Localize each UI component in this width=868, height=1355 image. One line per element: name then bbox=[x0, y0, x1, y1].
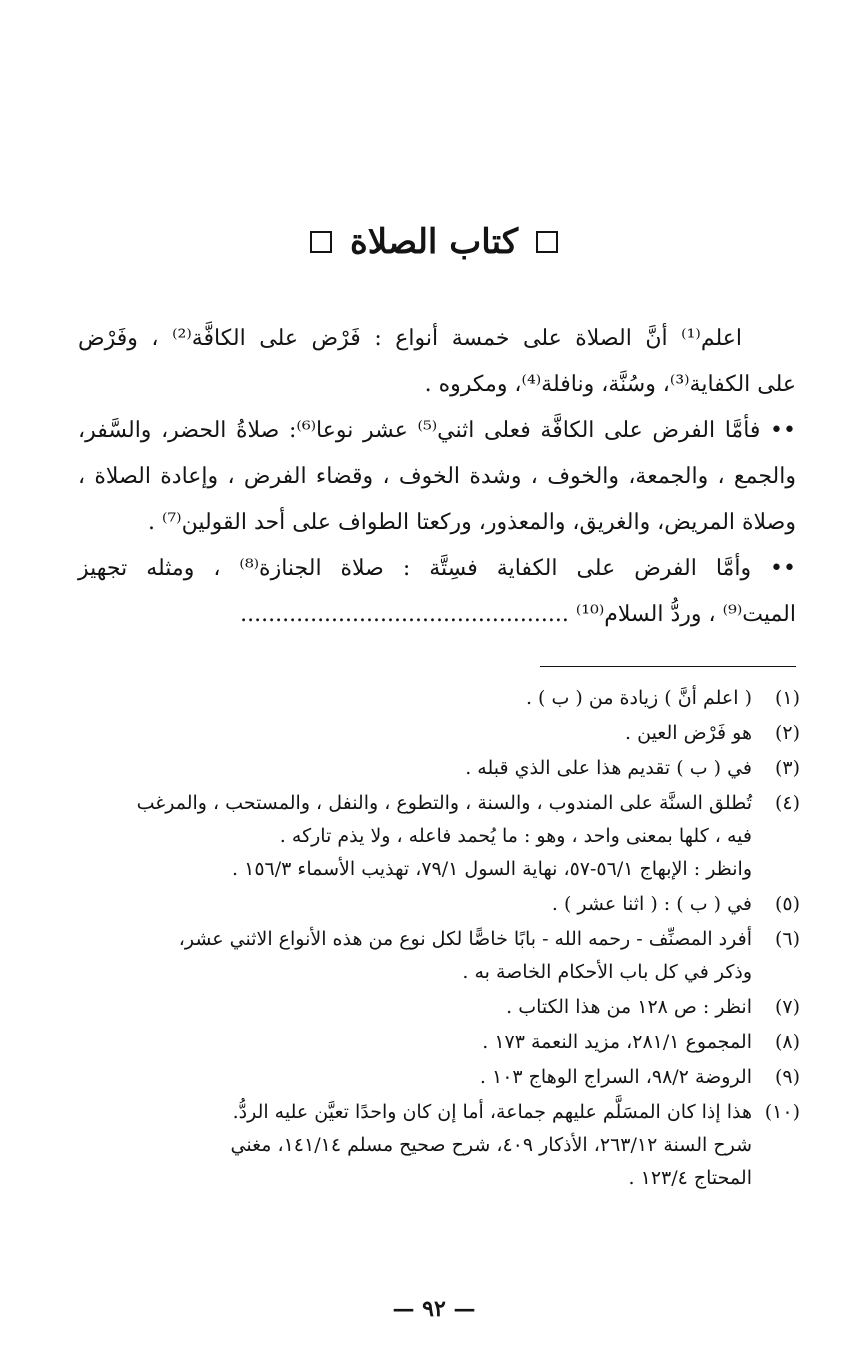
footnote-text: المجموع ٢٨١/١، مزيد النعمة ١٧٣ . bbox=[482, 1031, 752, 1053]
footnote-number: (٢) bbox=[774, 722, 800, 744]
footnote-number: (٤) bbox=[774, 792, 800, 814]
footnote-number: (٩) bbox=[774, 1066, 800, 1088]
footnote-text: وانظر : الإبهاج ٥٦/١-٥٧، نهاية السول ٧٩/١، تهذيب الأسماء ١٥٦/٣ . bbox=[232, 858, 752, 880]
text-line: على الكفاية⁽³⁾، وسُنَّة، ونافلة⁽⁴⁾، ومكروه . bbox=[424, 372, 796, 397]
footnote-text: هذا إذا كان المسَلَّم عليهم جماعة، أما إن كان واحدًا تعيَّن عليه الردُّ. bbox=[232, 1101, 752, 1123]
footnote bbox=[84, 1026, 800, 1059]
footnote bbox=[84, 717, 800, 750]
footnotes bbox=[84, 682, 800, 1197]
footnote bbox=[84, 991, 800, 1024]
square-ornament-icon bbox=[310, 231, 332, 253]
paragraph-individual-obligation bbox=[78, 408, 796, 546]
footnote-number: (٣) bbox=[774, 757, 800, 779]
footnote bbox=[84, 752, 800, 785]
footnote-text: ( اعلم أنَّ ) زيادة من ( ب ) . bbox=[525, 687, 752, 709]
footnote-text: شرح السنة ٢٦٣/١٢، الأذكار ٤٠٩، شرح صحيح مسلم ١٤١/١٤، مغني bbox=[230, 1134, 752, 1156]
footnote-number: (٨) bbox=[774, 1031, 800, 1053]
footnote-divider bbox=[540, 666, 796, 667]
footnote-text: انظر : ص ١٢٨ من هذا الكتاب . bbox=[506, 996, 752, 1018]
footnote bbox=[84, 1096, 800, 1195]
square-ornament-icon bbox=[536, 231, 558, 253]
footnote-number: (١) bbox=[774, 687, 800, 709]
footnote-number: (٧) bbox=[774, 996, 800, 1018]
main-text bbox=[78, 316, 796, 638]
footnote-number: (٦) bbox=[774, 928, 800, 950]
footnote-text: وذكر في كل باب الأحكام الخاصة به . bbox=[462, 961, 752, 983]
text-line: اعلم⁽¹⁾ أنَّ الصلاة على خمسة أنواع : فَرْض على الكافَّة⁽²⁾ ، وفَرْض bbox=[78, 326, 742, 351]
footnote-text: هو فَرْض العين . bbox=[625, 722, 752, 744]
footnote bbox=[84, 888, 800, 921]
text-line: الميت⁽⁹⁾ ، وردُّ السلام⁽¹⁰⁾ ............................................... bbox=[240, 602, 796, 627]
footnote-text: المحتاج ١٢٣/٤ . bbox=[628, 1167, 752, 1189]
footnote-text: فيه ، كلها بمعنى واحد ، وهو : ما يُحمد فاعله ، ولا يذم تاركه . bbox=[279, 825, 752, 847]
text-line: والجمع ، والجمعة، والخوف ، وشدة الخوف ، وقضاء الفرض ، وإعادة الصلاة ، bbox=[78, 464, 796, 489]
footnote-text: أفرد المصنِّف - رحمه الله - بابًا خاصًّا لكل نوع من هذه الأنواع الاثني عشر، bbox=[178, 928, 752, 950]
footnote-text: تُطلق السنَّة على المندوب ، والسنة ، والتطوع ، والنفل ، والمستحب ، والمرغب bbox=[136, 792, 752, 814]
footnote bbox=[84, 682, 800, 715]
footnote bbox=[84, 1061, 800, 1094]
footnote-number: (٥) bbox=[774, 893, 800, 915]
paragraph-collective-obligation bbox=[78, 546, 796, 638]
chapter-title: كتاب الصلاة bbox=[349, 222, 519, 262]
text-line: وصلاة المريض، والغريق، والمعذور، وركعتا الطواف على أحد القولين⁽⁷⁾ . bbox=[147, 510, 796, 535]
page-number: — ٩٢ — bbox=[392, 1296, 476, 1322]
text-line: •• وأمَّا الفرض على الكفاية فسِتَّة : صلاة الجنازة⁽⁸⁾ ، ومثله تجهيز bbox=[78, 556, 797, 581]
paragraph-intro bbox=[78, 316, 796, 408]
footnote-text: في ( ب ) تقديم هذا على الذي قبله . bbox=[465, 757, 752, 779]
footnote-text: الروضة ٩٨/٢، السراج الوهاج ١٠٣ . bbox=[479, 1066, 752, 1088]
footnote-text: في ( ب ) : ( اثنا عشر ) . bbox=[551, 893, 752, 915]
chapter-heading bbox=[0, 222, 868, 262]
footnote bbox=[84, 923, 800, 989]
footnote-number: (١٠) bbox=[764, 1101, 800, 1123]
text-line: •• فأمَّا الفرض على الكافَّة فعلى اثني⁽⁵⁾ عشر نوعا⁽⁶⁾: صلاةُ الحضر، والسَّفر، bbox=[78, 418, 797, 443]
footnote bbox=[84, 787, 800, 886]
